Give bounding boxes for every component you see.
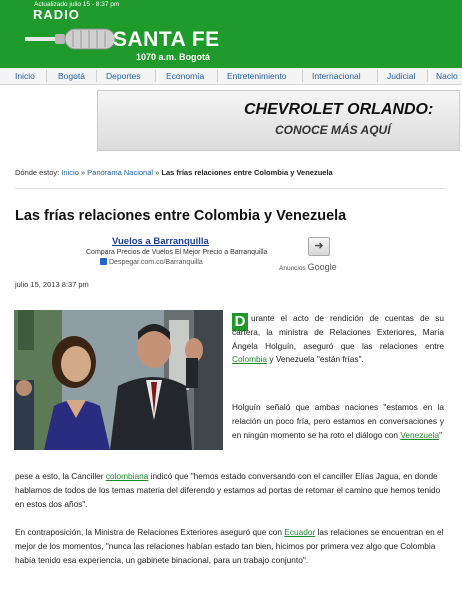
nav-divider <box>217 70 218 82</box>
nav-divider <box>96 70 97 82</box>
nav-divider <box>155 70 156 82</box>
breadcrumb-home-link[interactable]: Inicio <box>61 168 79 177</box>
paragraph-text: urante el acto de rendición de cuentas de su cartera, la ministra de Relaciones Exteriores, María Ángela Holguín, aseguró que las relaciones entre <box>232 313 444 351</box>
text-ad-title[interactable]: Vuelos a Barranquilla <box>112 236 209 247</box>
paragraph-text: En contraposición, la Ministra de Relaciones Exteriores aseguró que con <box>15 527 285 537</box>
article-title: Las frías relaciones entre Colombia y Venezuela <box>15 208 347 224</box>
updated-timestamp: Actualizado julio 15 - 8:37 pm <box>34 1 120 8</box>
main-nav <box>0 68 462 85</box>
nav-item-judicial[interactable]: Judicial <box>387 71 416 81</box>
nav-item-inicio[interactable]: Inicio <box>15 71 35 81</box>
article-paragraph <box>232 401 444 442</box>
colombia-link[interactable]: Colombia <box>232 354 268 365</box>
venezuela-link[interactable]: Venezuela <box>400 429 440 440</box>
logo-radio-label: RADIO <box>33 7 80 22</box>
paragraph-text: y Venezuela "están frías". <box>267 354 364 365</box>
banner-ad-headline: CHEVROLET ORLANDO: <box>244 101 434 118</box>
text-ad-url[interactable] <box>100 258 203 266</box>
breadcrumb-section-link[interactable]: Panorama Nacional <box>87 168 154 177</box>
google-logo: Google <box>307 262 337 272</box>
paragraph-text: Holguín señaló que ambas naciones "estamos en la relación un poco fría, pero estamos en conversaciones y en ningún momento se ha roto el diálogo con <box>232 402 444 440</box>
breadcrumb-prefix: Dónde estoy: <box>15 168 60 177</box>
nav-item-internacional[interactable]: Internacional <box>312 71 361 81</box>
nav-divider <box>377 70 378 82</box>
ad-choices-label: Anuncios <box>279 265 306 272</box>
nav-item-bogota[interactable]: Bogotá <box>58 71 85 81</box>
nav-item-deportes[interactable]: Deportes <box>106 71 141 81</box>
nav-divider <box>46 70 47 82</box>
ad-choices[interactable] <box>279 262 337 272</box>
text-ad[interactable] <box>50 236 410 276</box>
nav-divider <box>427 70 428 82</box>
nav-item-economia[interactable]: Economía <box>166 71 205 81</box>
logo-frequency: 1070 a.m. Bogotá <box>136 52 211 62</box>
paragraph-text: pese a esto, la Canciller <box>15 471 106 481</box>
breadcrumb-current: Las frías relaciones entre Colombia y Venezuela <box>161 168 333 177</box>
paragraph-text: indicó que "hemos estado conversando con el canciller Elías Jagua, en donde hablamos de todos de los temas materia del diferendo y estamos ad portas de retomar el camino que hemos tenido en estos dos años". <box>15 471 441 509</box>
breadcrumb <box>15 168 333 177</box>
text-ad-description: Compara Precios de Vuelos El Mejor Precio a Barranquilla <box>86 249 268 256</box>
text-ad-url-label: Despegar.com.co/Barranquilla <box>109 259 203 266</box>
nav-item-nacional[interactable]: Nacio <box>436 71 458 81</box>
article-photo <box>14 310 223 450</box>
despegar-icon <box>100 258 107 265</box>
nav-divider <box>302 70 303 82</box>
logo-brand[interactable]: SANTA FE <box>113 28 220 51</box>
divider <box>15 188 445 189</box>
article-paragraph <box>15 526 445 567</box>
paragraph-text: las relaciones se encuentran en el mejor de los momentos, "nunca las relaciones habían estado tan bien, hicimos por primera vez algo que Colombia había tenido esa experiencia, un gabinete binacional, para un trabajo conjunto". <box>15 527 444 565</box>
breadcrumb-separator: » <box>155 168 160 177</box>
colombiana-link[interactable]: colombiana <box>105 471 149 481</box>
article-paragraph <box>232 312 444 367</box>
banner-ad[interactable] <box>97 90 460 151</box>
microphone-icon <box>25 28 117 50</box>
nav-item-entretenimiento[interactable]: Entretenimiento <box>227 71 287 81</box>
breadcrumb-separator: » <box>80 168 86 177</box>
article-date: julio 15, 2013 8:37 pm <box>15 280 89 289</box>
article-paragraph <box>15 470 445 511</box>
ecuador-link[interactable]: Ecuador <box>284 527 316 537</box>
dropcap: D <box>232 313 248 331</box>
ad-arrow-button[interactable]: ➜ <box>308 237 330 256</box>
paragraph-text: " <box>439 429 443 440</box>
site-header <box>0 0 462 68</box>
banner-ad-cta: CONOCE MÁS AQUÍ <box>275 123 391 137</box>
